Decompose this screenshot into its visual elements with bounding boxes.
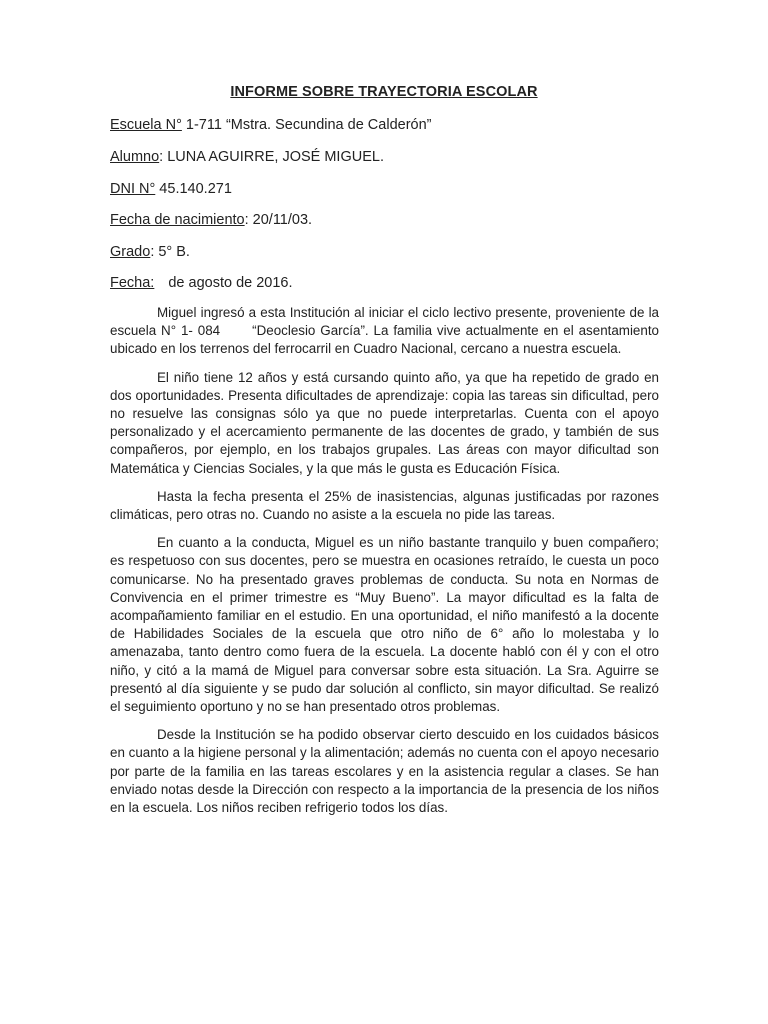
paragraph-1 [110,304,659,359]
field-grado-label: Grado [110,244,151,260]
paragraph-3: Hasta la fecha presenta el 25% de inasistencias, algunas justificadas por razones climáticas, pero otras no. Cuando no asiste a la escuela no pide las tareas. [110,488,659,523]
field-escuela-label: Escuela N° [110,117,182,133]
field-fecha-label: Fecha: [110,275,155,291]
field-nacimiento [110,212,312,228]
field-dni-label: DNI N° [110,181,156,197]
field-nacimiento-label: Fecha de nacimiento [110,212,245,228]
field-dni-value: 45.140.271 [155,181,232,197]
report-body [110,304,659,827]
paragraph-1-end: “Deoclesio García”. La familia vive actualmente en el asentamiento ubicado en los terrenos del ferrocarril en Cuadro Nacional, cercano a nuestra escuela. [110,323,659,357]
paragraph-4: En cuanto a la conducta, Miguel es un niño bastante tranquilo y buen compañero; es respetuoso con sus docentes, pero se muestra en ocasiones retraído, le cuesta un poco comunicarse. No ha presentado graves problemas de conducta. Su nota en Normas de Convivencia en el primer trimestre es “Muy Bueno”. La mayor dificultad es la falta de acompañamiento familiar en el estudio. En una oportunidad, el niño manifestó a la docente de Habilidades Sociales de la escuela que otro niño de 6° año lo molestaba y lo amenazaba, tanto dentro como fuera de la escuela. La docente habló con él y con el otro niño, y citó a la mamá de Miguel para conversar sobre esta situación. La Sra. Aguirre se presentó al día siguiente y se pudo dar solución al conflicto, sin mayor dificultad. Se realizó el seguimiento oportuno y no se han presentado otros problemas. [110,535,659,715]
field-nacimiento-value: : 20/11/03. [244,212,313,228]
field-alumno-value: : LUNA AGUIRRE, JOSÉ MIGUEL. [159,149,384,165]
field-dni [110,181,232,197]
field-alumno-label: Alumno [110,149,160,165]
field-fecha-value: de agosto de 2016. [168,275,293,291]
paragraph-1-start: Miguel ingresó a esta Institución al iniciar el ciclo lectivo presente, proveniente de la escuela N° 1- 084 [110,305,659,339]
field-escuela [110,117,431,133]
field-escuela-value: 1-711 “Mstra. Secundina de Calderón” [181,117,432,133]
field-alumno [110,149,384,165]
field-grado [110,244,190,260]
paragraph-5: Desde la Institución se ha podido observar cierto descuido en los cuidados básicos en cuanto a la higiene personal y la alimentación; además no cuenta con el apoyo necesario por parte de la familia en las tareas escolares y en la asistencia regular a clases. Se han enviado notas desde la Dirección con respecto a la importancia de la presencia de los niños en la escuela. Los niños reciben refrigerio todos los días. [110,727,659,816]
field-fecha [110,275,293,291]
document-title: INFORME SOBRE TRAYECTORIA ESCOLAR [230,84,538,100]
paragraph-2: El niño tiene 12 años y está cursando quinto año, ya que ha repetido de grado en dos oportunidades. Presenta dificultades de aprendizaje: copia las tareas sin dificultad, pero no resuelve las consignas sólo ya que no puede interpretarlas. Cuenta con el apoyo personalizado y el acercamiento permanente de las docentes de grado, y también de sus compañeros, por ejemplo, en los trabajos grupales. Las áreas con mayor dificultad son Matemática y Ciencias Sociales, y la que más le gusta es Educación Física. [110,369,659,476]
field-grado-value: : 5° B. [150,244,190,260]
